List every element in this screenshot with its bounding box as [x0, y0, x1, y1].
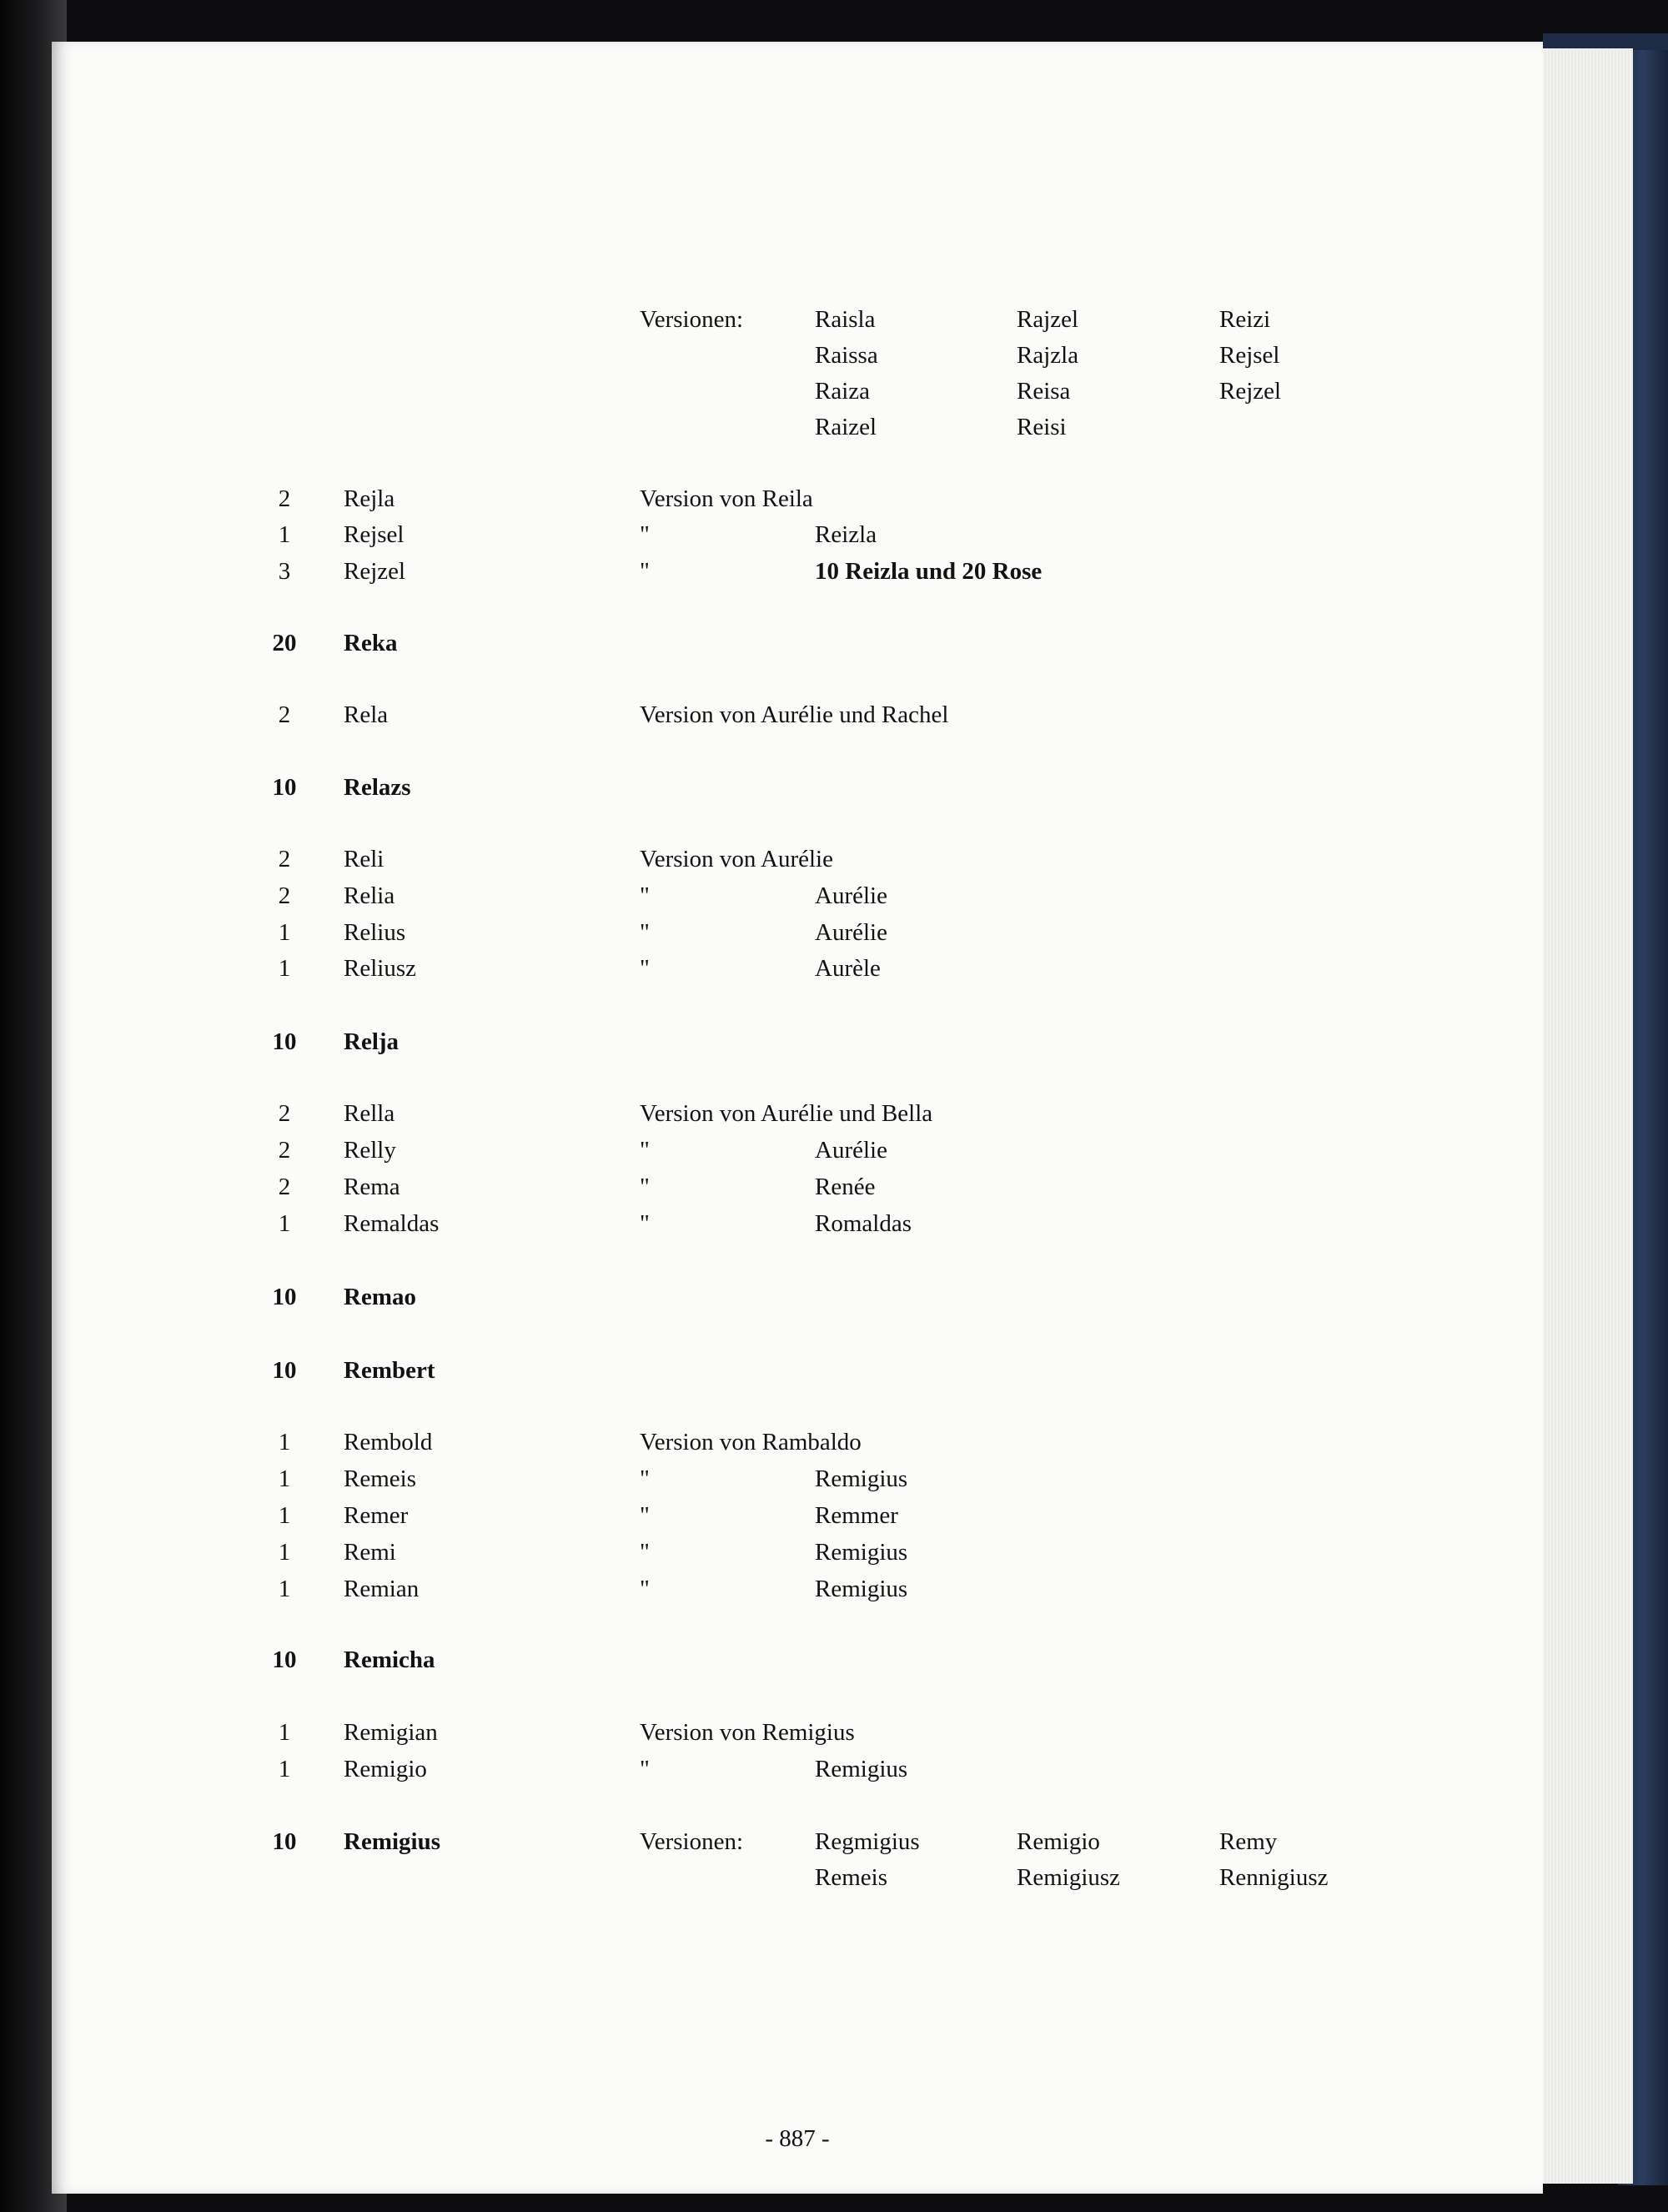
entry-name: Remigio	[344, 1756, 427, 1782]
entry-count: 3	[278, 558, 291, 585]
entry-name: Reka	[344, 630, 398, 656]
entry-name: Remicha	[344, 1646, 435, 1673]
entry-variant: 10 Reizla und 20 Rose	[815, 558, 1042, 585]
entry-count: 2	[278, 846, 291, 872]
entry-count: 2	[278, 701, 291, 728]
entry-name: Remaldas	[344, 1210, 440, 1237]
entry-name: Relazs	[344, 774, 411, 801]
entry-count: 1	[278, 1719, 291, 1746]
entry-row	[52, 553, 1543, 590]
entry-row	[52, 409, 1543, 445]
entry-variant: Raiza	[815, 378, 871, 405]
entry-name: Relja	[344, 1028, 399, 1055]
entry-variant: Rajzla	[1017, 342, 1079, 369]
entry-description: "	[640, 1210, 650, 1237]
entry-row	[52, 950, 1543, 987]
entry-row	[52, 480, 1543, 517]
entry-row	[52, 877, 1543, 914]
entry-count: 1	[278, 1756, 291, 1782]
entry-variant: Raisla	[815, 306, 876, 333]
entry-variant: Raizel	[815, 414, 877, 440]
entry-name: Remian	[344, 1576, 420, 1602]
entry-variant: Aurélie	[815, 1137, 887, 1164]
entry-variant: Rejsel	[1219, 342, 1280, 369]
entry-description: "	[640, 1137, 650, 1164]
entry-variant: Renée	[815, 1174, 876, 1200]
entry-count: 10	[272, 774, 297, 801]
entry-name: Relius	[344, 919, 406, 946]
entry-name: Rela	[344, 701, 389, 728]
entry-variant: Aurélie	[815, 882, 887, 909]
entry-count: 1	[278, 521, 291, 548]
entry-description: Version von Aurélie	[640, 846, 833, 872]
entry-variant: Remeis	[815, 1864, 887, 1891]
entry-name: Relly	[344, 1137, 396, 1164]
entry-variant: Remigius	[815, 1756, 908, 1782]
entry-row	[52, 516, 1543, 553]
entry-name: Remigius	[344, 1828, 440, 1855]
page-number: - 887 -	[765, 2125, 830, 2152]
entry-row	[52, 1095, 1543, 1132]
entry-count: 10	[272, 1828, 297, 1855]
entry-description: Version von Remigius	[640, 1719, 855, 1746]
entry-row	[52, 1641, 1543, 1678]
entry-variant: Remigius	[815, 1465, 908, 1492]
entry-name: Rema	[344, 1174, 400, 1200]
entry-variant: Remigio	[1017, 1828, 1100, 1855]
entry-variant: Regmigius	[815, 1828, 920, 1855]
entry-description: Versionen:	[640, 306, 744, 333]
entry-variant: Reizi	[1219, 306, 1271, 333]
entry-count: 1	[278, 1502, 291, 1529]
entry-name: Reliusz	[344, 955, 416, 982]
entry-name: Rejsel	[344, 521, 404, 548]
entry-variant: Remy	[1219, 1828, 1278, 1855]
entry-variant: Raissa	[815, 342, 878, 369]
entry-description: Version von Reila	[640, 485, 813, 512]
entry-name: Rejla	[344, 485, 395, 512]
entry-count: 1	[278, 1539, 291, 1566]
entry-variant: Reisa	[1017, 378, 1071, 405]
entry-count: 2	[278, 1137, 291, 1164]
entry-row	[52, 1424, 1543, 1460]
entry-name: Remigian	[344, 1719, 438, 1746]
entry-count: 1	[278, 1210, 291, 1237]
entry-variant: Reizla	[815, 521, 877, 548]
entry-name: Remer	[344, 1502, 409, 1529]
entry-name: Remeis	[344, 1465, 416, 1492]
entry-row	[52, 373, 1543, 410]
entry-variant: Remigius	[815, 1576, 908, 1602]
entry-description: "	[640, 1756, 650, 1782]
entry-row	[52, 841, 1543, 877]
entry-count: 1	[278, 1576, 291, 1602]
entry-count: 2	[278, 882, 291, 909]
entry-row	[52, 1497, 1543, 1534]
entry-row	[52, 1279, 1543, 1315]
entry-count: 1	[278, 1429, 291, 1455]
entry-description: "	[640, 882, 650, 909]
entry-description: "	[640, 521, 650, 548]
entry-name: Remao	[344, 1284, 416, 1310]
entry-row	[52, 337, 1543, 374]
entry-row	[52, 1205, 1543, 1242]
entry-count: 2	[278, 485, 291, 512]
entry-row	[52, 1751, 1543, 1787]
entry-count: 1	[278, 1465, 291, 1492]
entry-row	[52, 1534, 1543, 1571]
page-edges	[1536, 48, 1633, 2184]
entry-count: 20	[272, 630, 297, 656]
entry-row	[52, 1714, 1543, 1751]
entry-row	[52, 1352, 1543, 1389]
entry-row	[52, 1859, 1543, 1896]
entry-name: Rella	[344, 1100, 395, 1127]
entry-row	[52, 1169, 1543, 1205]
entry-count: 2	[278, 1100, 291, 1127]
entry-variant: Rejzel	[1219, 378, 1282, 405]
entry-description: "	[640, 1174, 650, 1200]
entry-description: "	[640, 1539, 650, 1566]
entry-description: Versionen:	[640, 1828, 744, 1855]
entry-description: "	[640, 1576, 650, 1602]
entry-count: 10	[272, 1284, 297, 1310]
entry-description: "	[640, 955, 650, 982]
entry-row	[52, 769, 1543, 806]
entry-description: Version von Aurélie und Bella	[640, 1100, 933, 1127]
entry-name: Relia	[344, 882, 395, 909]
entry-variant: Aurélie	[815, 919, 887, 946]
entry-variant: Remmer	[815, 1502, 898, 1529]
entry-row	[52, 1823, 1543, 1860]
entry-row	[52, 914, 1543, 951]
entry-count: 10	[272, 1357, 297, 1384]
entry-count: 1	[278, 919, 291, 946]
entry-row	[52, 625, 1543, 661]
entry-variant: Rajzel	[1017, 306, 1079, 333]
entry-row	[52, 1132, 1543, 1169]
entry-count: 10	[272, 1028, 297, 1055]
entry-name: Rejzel	[344, 558, 406, 585]
entry-description: "	[640, 1465, 650, 1492]
entry-count: 2	[278, 1174, 291, 1200]
entry-description: Version von Rambaldo	[640, 1429, 862, 1455]
entry-variant: Remigius	[815, 1539, 908, 1566]
entry-name: Rembert	[344, 1357, 435, 1384]
entry-variant: Aurèle	[815, 955, 881, 982]
entry-name: Remi	[344, 1539, 396, 1566]
entry-variant: Rennigiusz	[1219, 1864, 1329, 1891]
entry-variant: Remigiusz	[1017, 1864, 1121, 1891]
entry-description: "	[640, 1502, 650, 1529]
entry-row	[52, 1460, 1543, 1497]
entry-description: "	[640, 919, 650, 946]
entry-variant: Romaldas	[815, 1210, 912, 1237]
entry-name: Rembold	[344, 1429, 433, 1455]
entry-description: "	[640, 558, 650, 585]
entry-description: Version von Aurélie und Rachel	[640, 701, 949, 728]
entry-row	[52, 696, 1543, 733]
entry-name: Reli	[344, 846, 384, 872]
book-page	[52, 42, 1543, 2194]
entry-row	[52, 1023, 1543, 1060]
entry-row	[52, 1571, 1543, 1607]
entry-variant: Reisi	[1017, 414, 1067, 440]
entry-count: 1	[278, 955, 291, 982]
entry-row	[52, 301, 1543, 338]
entry-count: 10	[272, 1646, 297, 1673]
